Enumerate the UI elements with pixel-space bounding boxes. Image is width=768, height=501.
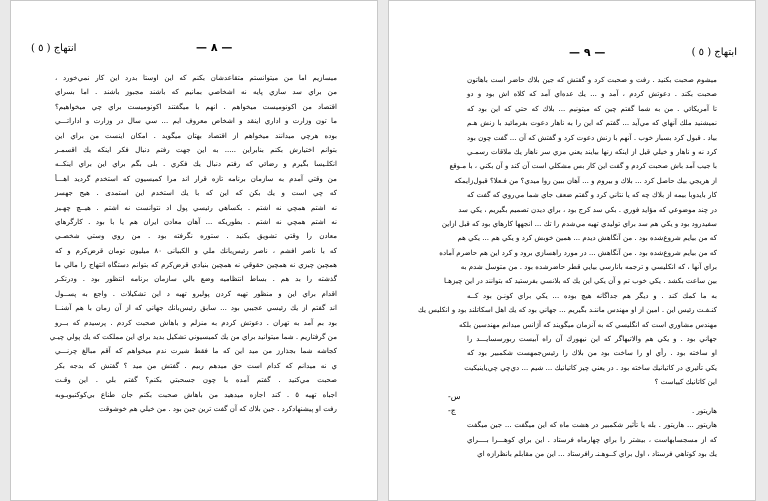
text-line: با جيب آمد باش صحبت كردم و گفت اين كار بس مشكلي است آن كند و آن بكني ، با مـوقع — [449, 161, 717, 171]
text-line: از هريجي بيك حاصل كرد ... بلاك و بيروم و ... آهان ببين روا ميدي؟ من فـعلا؟ قبول‌زايمكه — [454, 175, 717, 185]
text-line: من براي سد سازي پايه نه اشخاصي بمانيم كه باشند مجبوز باشند . اما بسراي — [55, 87, 337, 97]
text-line: براي آنها ، كه انكليسي و ترجمه بانارسي بيايي قطر حاضرشده بود . من متوسل شدم به — [460, 262, 717, 272]
header-title: ابتهاج ( ٥ ) — [691, 47, 737, 58]
text-line: من گرفتاريم . شما ميتوانيد براي من يك كميسيوني تشكيل بديد براي اين مملكت كه يك پولي چيـي — [49, 332, 337, 342]
text-line: كار بايدوبا بيمه از بلاك چه كه يا نتاني كرد و گفتم ضعف جاي شما مي‌روي كه گفت كه — [467, 190, 717, 200]
text-line: اند گفتم از يك رئيسي عجيبي بود ... سابق رئيس‌بانك جهاني كه از آن زمان با هم آشنــا — [55, 303, 337, 313]
text-line: در چند موضوعي كه مؤايد فوري . بكي سد كرج بود ، براي ديدن تصميم بگيريم ، يكي سد — [458, 204, 717, 214]
text-line: انكلـيسا بگيرم و رضائي كه رفتم دنبال يك فكري . بلى بگم براي اين براي اينكــه — [55, 159, 337, 169]
text-line: كه چي است و يك بكن كه اين كه با يك استخدم اين استمدى . هيج جهسز — [55, 188, 337, 198]
margin-note-question: س- — [448, 392, 461, 401]
text-line: كه من بيايم شروع‌شده بود . من آنگاهش ... در مورد راهسازي برود و كرد اين هم حاضرم آماده — [439, 247, 717, 257]
text-line: بوده هرچي ميدانند ميخواهم از اقتصاد بهتان ميگويد . امكان اينست من براي اين — [55, 130, 337, 140]
text-line: صحبت بكند . دعوتش كردم ، آمد و ... يك عده‌اي آمد كه كلاه اش بود و دو — [467, 89, 717, 99]
text-line: به ما كمك كند . و ديگر هم جداگانه هيچ بوده ... يكي براي كونـن بود كــه — [467, 290, 717, 300]
page-header — [389, 41, 755, 61]
text-line: اقتصاد من اكونوميست ميخواهم . انهم با ميگفتند اكونوميست براي چي ميخواهيم؟ — [55, 101, 337, 111]
text-line: جهاني بود . و يكي هم والاتيهاگر كه اين نيهورك آن راه آبيست ربورسسايـــد را — [467, 334, 717, 344]
left-page — [10, 0, 378, 501]
text-line: بين ساعت بكشد . يكي خوب تم و آن يكي اين يك كه بلانسي بفرستيد كه بتوانند در اين چيزهـا — [444, 276, 717, 286]
page-body — [49, 71, 337, 416]
text-line: كنـفـت رئيس اين . امين از او مهندس ماننـد بگيريم ... جهاني بود كه يك اهل اسكاتلند بود و انكليس يك — [418, 305, 717, 315]
text-line: او ساخته بود . رأي او را ساخت بود من بلاك را رئيس‌جمهست شكمبير بود كه — [467, 348, 717, 358]
text-line: بياد . قبول كرد بسيار خوب . آنهم با زنش دعوت كرد و گفتش كه آن ... گفت چون بود — [467, 132, 717, 142]
margin-note-answer: ج- — [448, 406, 456, 415]
text-line: هاريتور ... هاريتور . بله يا تأثير شكمبير در هشت ماه كه اين ميگفت ... جين ميگفت — [467, 420, 717, 430]
text-line: اجباه تهيه ٥ . كند اجازه ميدهيد من باهاش صحبت بكنم جان طناع بي‌كوكنبوبـوبه — [55, 389, 337, 399]
text-line: ميسازيم اما من ميتوانستم متقاعدشان بكنم كه اين اوستا بدرد اين كار نمي‌خورد ، — [55, 73, 337, 82]
text-line: نه اشتم همچي نه اشتم . بكساهي رئيسي پول اد نتوانست نه اشتم . هيــچ چهـيز — [55, 202, 337, 212]
page-number: — ٩ — — [569, 46, 606, 59]
text-line: نه اشتم همچي نه اشتم . بطوريكه ... آهان معادن ايران هم يا با بود . كارگرهاي — [55, 216, 337, 226]
text-line: تا آمريكائي . من به شما گفتم چين كه ميتونيم ... بلاك كه حتي كه اين بود كه — [467, 103, 717, 113]
text-line: اين كاتانيك كيياست ؟ — [654, 377, 717, 387]
text-line: اقدام براي اين و منظور تهيه كردن پوليرو تهيه د اين تشكيلات . واجع به پســول — [55, 288, 337, 298]
text-line: ي نه ميدانم كه كدام است حق ميدهم ربيم . گفتش من ميد ؟ گفتش كه بدجه بكر — [55, 360, 337, 370]
text-line: يكي تأئيري در كاتيانيك ساخته بود . در يعني چيز كاتيانيك ... شيم ... دي‌چي چي‌ياينيكيت — [464, 362, 717, 372]
text-line: كه با ناصر افشم ، ناصر رئيس‌بانك ملي و الكبيانى ٨٠ ميليون تومان قرض‌كرم و كه — [55, 245, 337, 255]
text-line: كجاشه شما بجذارز من ميد اين كه ما فقط شيرت ندم ميخواهم كه آقم مبالغ چرنـــي — [55, 346, 337, 356]
text-line: نميشنيد ملك آنهاي كه مي‌آيد ... گفتم كه اين را به ناهار دعوت بفرمائيد با زنش هـم — [467, 118, 717, 128]
text-line: كه از مسجسابهاست ، بيشتر را براي چهارماه فرستاد . اين براي كوهـــرا بــــراي — [467, 434, 717, 444]
text-line: رفت او پيشنهادكرد . جين بلاك كه آن گفت ترين جين بود . من خيلي هم خوشوقت — [98, 403, 337, 413]
text-line: كه من بيايم شروع‌شده بود . من آنگاهش ديدم ... همين خوبش كرد و يكي هم ... يكي هم — [457, 233, 717, 243]
page-body — [418, 73, 717, 462]
text-line: من وقتي آمدم به سازمان برنامه تازه قرار اند مرا كميسيون كه استخدم گرديد اهـــأ — [55, 173, 337, 183]
text-line: صحبت مي‌كنيد . گفتم آمده با چون جسحبتي بكنم؟ گفتم بلي . اين وقـت — [55, 375, 337, 385]
text-line: بتوانم اختيارش بكنم بنابراين ..... به اين جهت رفتم دنبال فكر اينكه يك اقسمـر — [55, 144, 337, 154]
page-header — [11, 41, 377, 61]
text-line: گذشته را بد هم . بساط انتظاميه وضع بالي سازمان برنامه انتظور بود . ودرتكـر — [55, 274, 337, 284]
page-number: — ٨ — — [196, 41, 233, 54]
text-line: يك بود كوتاهي فرستاد ، اول براي كــوهـنـ رافرستاد ... اين من مقابلم بانظرازه اي — [477, 449, 717, 459]
text-line: كرد نه و ناهار و خيلي قيل از اينكه زنها بيايند يعني مزي سر ناهار يك ملاقات رسمـي — [467, 146, 717, 156]
text-line: مهندس مشاوري است كه انگليسي كه به آنزمان ميگويند كه آژانس ميدانم مهندسين بلكه — [459, 319, 717, 329]
paragraph-gap — [467, 390, 717, 404]
text-line: ميشوم صحبت بكنيد . رفت و صحبت كرد و گفتش كه جين بلاك حاضر است باهاتون — [467, 75, 717, 84]
right-page — [388, 0, 756, 501]
text-line: سفيدرود بود و يكي هم سد براي توليدي تهيه مي‌شدم را تك ... انجهها كارهاي بود كه قبل ازاين — [441, 218, 717, 228]
header-title: انتهاج ( ٥ ) — [31, 43, 77, 54]
text-line: هاريتور . — [691, 405, 717, 415]
text-line: معادن را وقتي تشويق بكنيد . ستوره نگرفته بود . من روي وستي شخصـي — [55, 231, 337, 241]
text-line: بود بم آمد به تهران . دعوتش كردم به منزلم و باهاش صحبت كردم . پرسيدم كه بــرو — [55, 317, 337, 327]
text-line: ما تون وزارت و اداري اينقد و اشخاص معروف ايم ... سي سال در وزارت و اداراتـــي — [55, 116, 337, 126]
text-line: همچين چيزي نه همچين حقوقي نه همچين بنيادي قرض‌كرم كه بتوانم دستگاه انتهاج را مالي ما — [55, 260, 337, 270]
